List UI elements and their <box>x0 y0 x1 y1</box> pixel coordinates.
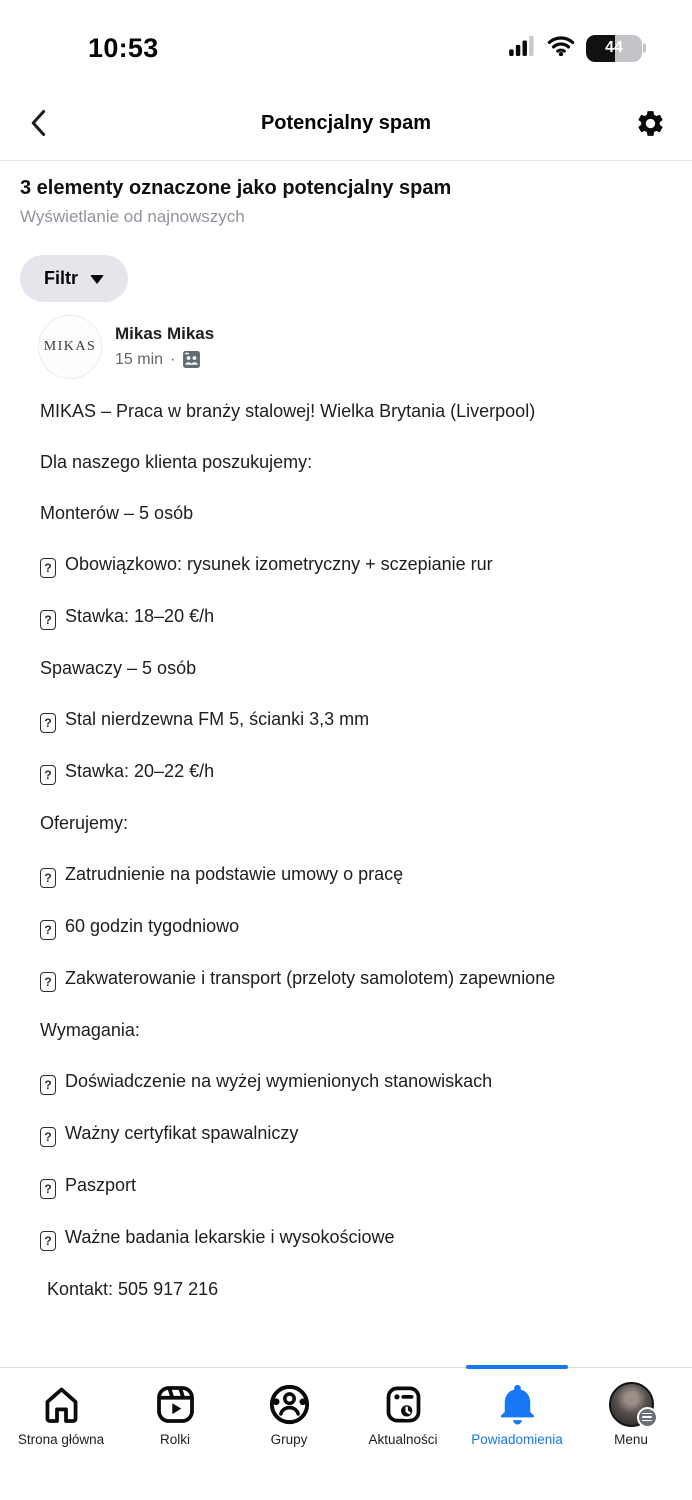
post-text-line: ? Paszport <box>40 1172 658 1199</box>
post-text-line: ? Ważne badania lekarskie i wysokościowe <box>40 1224 658 1251</box>
battery-icon <box>586 35 646 62</box>
post-text-line: ? Zakwaterowanie i transport (przeloty samolotem) zapewnione <box>40 965 658 992</box>
post-text-line: Kontakt: 505 917 216 <box>47 1279 219 1299</box>
nav-item-label: Strona główna <box>17 1432 105 1447</box>
nav-item-menu[interactable] <box>574 1379 688 1500</box>
post-text-line: ? Obowiązkowo: rysunek izometryczny + sczepianie rur <box>40 551 658 578</box>
post-text-line: Oferujemy: <box>40 813 129 833</box>
sort-order-subheading: Wyświetlanie od najnowszych <box>20 207 245 226</box>
page-title: Potencjalny spam <box>260 111 432 134</box>
post-text-line: Monterów – 5 osób <box>40 503 194 523</box>
nav-item-label: Menu <box>614 1432 648 1447</box>
unknown-glyph-icon: ? <box>40 765 56 785</box>
post-text-line: ? Zatrudnienie na podstawie umowy o pracę <box>40 861 658 888</box>
post-text-line: MIKAS – Praca w branży stalowej! Wielka Brytania (Liverpool) <box>40 401 536 421</box>
post-text-line: ? Stal nierdzewna FM 5, ścianki 3,3 mm <box>40 706 658 733</box>
unknown-glyph-icon: ? <box>40 610 56 630</box>
post-text-line: ? Stawka: 18–20 €/h <box>40 603 658 630</box>
unknown-glyph-icon: ? <box>40 920 56 940</box>
unknown-glyph-icon: ? <box>40 1075 56 1095</box>
reels-icon <box>153 1379 198 1429</box>
nav-item-reels[interactable] <box>118 1379 232 1500</box>
post-meta <box>115 350 214 371</box>
filter-label: Filtr <box>44 268 78 288</box>
nav-item-label: Rolki <box>159 1432 190 1447</box>
unknown-glyph-icon: ? <box>40 558 56 578</box>
nav-item-label: Grupy <box>270 1432 308 1447</box>
status-icons <box>509 35 646 62</box>
unknown-glyph-icon: ? <box>40 1127 56 1147</box>
chevron-down-icon <box>90 275 104 284</box>
unknown-glyph-icon: ? <box>40 713 56 733</box>
nav-item-label: Aktualności <box>368 1432 438 1447</box>
post-text-line: ? Ważny certyfikat spawalniczy <box>40 1120 658 1147</box>
unknown-glyph-icon: ? <box>40 1231 56 1251</box>
gear-icon <box>635 108 666 139</box>
unknown-glyph-icon: ? <box>40 868 56 888</box>
home-icon <box>39 1379 84 1429</box>
post-text-line: ? Doświadczenie na wyżej wymienionych stanowiskach <box>40 1068 658 1095</box>
filter-button[interactable] <box>20 255 128 302</box>
profile-photo <box>609 1382 654 1427</box>
post-text-line: Spawaczy – 5 osób <box>40 658 197 678</box>
post-text-line: ? 60 godzin tygodniowo <box>40 913 658 940</box>
active-tab-indicator <box>466 1365 569 1369</box>
menu-avatar-icon <box>609 1379 654 1429</box>
spam-info-section <box>0 161 692 227</box>
bottom-nav <box>0 1367 692 1500</box>
nav-item-home[interactable] <box>4 1379 118 1500</box>
cellular-signal-icon <box>509 36 536 61</box>
nav-item-bell[interactable] <box>460 1379 574 1500</box>
post-header <box>38 315 692 379</box>
spam-count-heading: 3 elementy oznaczone jako potencjalny spam <box>20 177 452 199</box>
nav-item-news[interactable] <box>346 1379 460 1500</box>
notifications-icon <box>494 1379 541 1429</box>
hamburger-badge-icon <box>637 1407 658 1428</box>
app-header <box>0 96 692 150</box>
post-timestamp: 15 min <box>115 351 164 368</box>
post-body <box>0 379 692 1302</box>
clock-time: 10:53 <box>88 32 159 63</box>
unknown-glyph-icon: ? <box>40 1179 56 1199</box>
post-text-line: Wymagania: <box>40 1020 140 1040</box>
back-chevron-icon <box>26 108 52 138</box>
post-author-name[interactable]: Mikas Mikas <box>115 323 215 343</box>
nav-item-groups[interactable] <box>232 1379 346 1500</box>
settings-button[interactable] <box>622 108 666 139</box>
wifi-icon <box>547 35 575 61</box>
news-icon <box>381 1379 426 1429</box>
battery-percent: 44 <box>605 39 623 56</box>
nav-item-label: Powiadomienia <box>471 1432 563 1447</box>
post-text-line: ? Stawka: 20–22 €/h <box>40 758 658 785</box>
status-bar <box>0 0 692 68</box>
avatar[interactable]: MIKAS <box>38 315 102 379</box>
post-text-line: Dla naszego klienta poszukujemy: <box>40 452 313 472</box>
unknown-glyph-icon: ? <box>40 972 56 992</box>
group-privacy-icon <box>182 350 201 371</box>
meta-separator: · <box>170 351 176 368</box>
groups-icon <box>266 1379 313 1429</box>
back-button[interactable] <box>26 108 70 138</box>
